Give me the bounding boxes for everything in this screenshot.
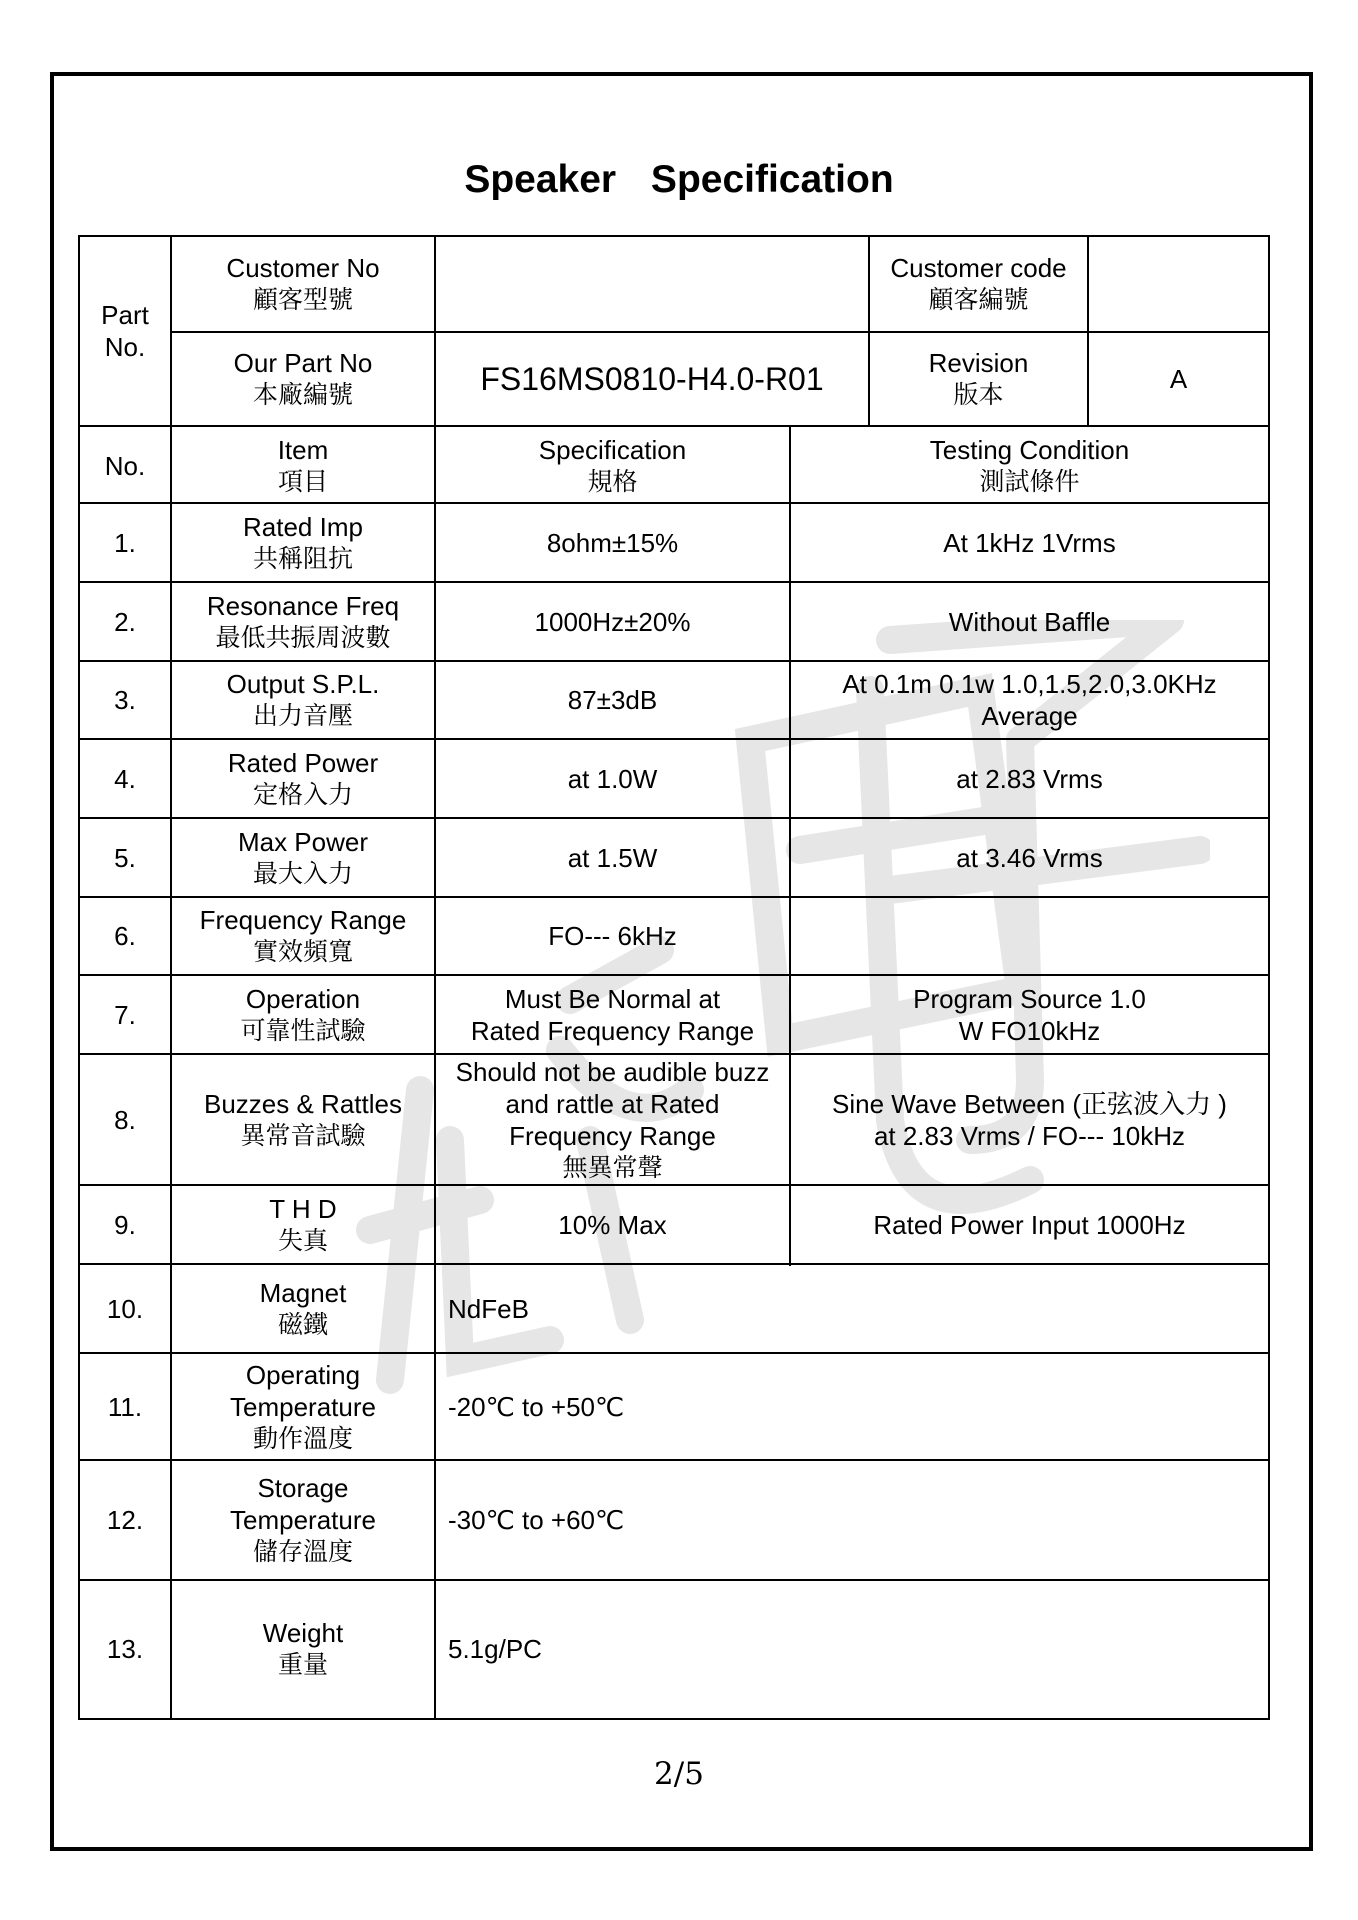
cell-line: Program Source 1.0 — [913, 983, 1146, 1014]
cell-line: 重量 — [277, 1649, 328, 1679]
testing-condition-cell — [791, 1055, 1268, 1184]
specification-cell — [436, 504, 789, 581]
row-number: 5. — [114, 842, 136, 873]
cell-line: Operating — [245, 1359, 361, 1390]
row-number: 3. — [114, 685, 136, 715]
specification-cell — [436, 976, 789, 1053]
cell-line: Storage — [257, 1473, 349, 1503]
cell-line: at 1.0W — [567, 763, 658, 794]
part-no-label: Part No. — [101, 300, 149, 362]
item-cell — [172, 819, 434, 896]
item-cell — [172, 504, 434, 581]
value-cell: -20℃ to +50℃ — [448, 1391, 625, 1422]
customer-code-value — [1089, 237, 1268, 331]
document-title: Speaker Specification — [464, 158, 894, 201]
testing-condition-cell — [791, 662, 1268, 738]
cell-line: Average — [981, 701, 1078, 731]
row-number: 2. — [114, 606, 136, 637]
item-cell — [172, 1581, 434, 1716]
revision-label: Revision 版本 — [928, 348, 1029, 409]
cell-line: FO--- 6kHz — [548, 921, 677, 951]
cell-line: 10% Max — [558, 1209, 667, 1240]
cell-line: 共稱阻抗 — [252, 543, 353, 573]
cell-line: Buzzes & Rattles — [204, 1088, 402, 1119]
specification-cell — [436, 898, 789, 974]
cell-line: 失真 — [277, 1225, 328, 1255]
cell-line: 實效頻寬 — [252, 937, 353, 966]
column-header-specification: Specification 規格 — [538, 434, 687, 496]
cell-line: 8ohm±15% — [546, 527, 679, 558]
cell-line: 87±3dB — [567, 685, 658, 715]
item-cell — [172, 1461, 434, 1579]
cell-line: 1000Hz±20% — [534, 606, 691, 637]
item-cell — [172, 1265, 434, 1352]
cell-line: Rated Imp — [243, 511, 363, 542]
value-cell: -30℃ to +60℃ — [448, 1505, 625, 1535]
cell-line: 定格入力 — [252, 779, 353, 809]
specification-cell — [436, 819, 789, 896]
testing-condition-cell — [791, 1186, 1268, 1263]
item-cell — [172, 1055, 434, 1184]
cell-line: At 1kHz 1Vrms — [943, 527, 1116, 558]
cell-line: Output S.P.L. — [226, 669, 380, 699]
row-number: 9. — [114, 1209, 136, 1240]
cell-line: 動作溫度 — [252, 1423, 353, 1453]
row-number: 6. — [114, 921, 136, 951]
page-number: 2/5 — [654, 1756, 704, 1792]
cell-line: Weight — [262, 1617, 344, 1648]
testing-condition-cell — [791, 583, 1268, 660]
cell-line: 無異常聲 — [562, 1152, 663, 1182]
row-number: 11. — [107, 1391, 143, 1422]
row-number: 4. — [114, 763, 136, 794]
cell-line: Rated Frequency Range — [470, 1015, 755, 1046]
testing-condition-cell — [791, 740, 1268, 817]
cell-line: 磁鐵 — [277, 1309, 328, 1339]
cell-line: Temperature — [230, 1391, 376, 1422]
specification-cell — [436, 1055, 789, 1184]
value-cell: 5.1g/PC — [448, 1633, 542, 1664]
table-border-bottom — [78, 1718, 1270, 1720]
cell-line: at 3.46 Vrms — [956, 842, 1103, 873]
cell-line: Magnet — [259, 1277, 347, 1308]
specification-cell — [436, 1186, 789, 1263]
item-cell — [172, 898, 434, 974]
specification-cell — [436, 662, 789, 738]
cell-line: Should not be audible buzz — [455, 1056, 770, 1087]
testing-condition-cell — [791, 976, 1268, 1053]
cell-line: Must Be Normal at — [504, 983, 721, 1014]
cell-line: 儲存溫度 — [252, 1537, 353, 1566]
value-cell: NdFeB — [448, 1293, 529, 1324]
specification-cell — [436, 583, 789, 660]
testing-condition-cell — [791, 898, 1268, 974]
item-cell — [172, 1186, 434, 1263]
cell-line: Temperature — [230, 1505, 376, 1535]
item-cell — [172, 583, 434, 660]
cell-line: and rattle at Rated — [505, 1088, 720, 1119]
row-number: 13. — [106, 1633, 144, 1664]
revision-value: A — [1169, 364, 1188, 394]
cell-line: Sine Wave Between (正弦波入力 ) — [832, 1088, 1227, 1119]
our-part-no-value: FS16MS0810-H4.0-R01 — [480, 361, 824, 397]
column-header-item: Item 項目 — [277, 434, 329, 496]
cell-line: T H D — [269, 1193, 337, 1224]
cell-line: at 1.5W — [567, 842, 658, 873]
item-cell — [172, 1354, 434, 1459]
testing-condition-cell — [791, 504, 1268, 581]
row-number: 8. — [114, 1104, 136, 1135]
table-border-right — [1268, 235, 1270, 1720]
row-number: 10. — [106, 1293, 144, 1324]
cell-line: at 2.83 Vrms — [956, 763, 1103, 794]
cell-line: Frequency Range — [509, 1120, 716, 1151]
cell-line: Frequency Range — [199, 905, 407, 935]
customer-code-label: Customer code 顧客編號 — [890, 253, 1067, 314]
item-cell — [172, 662, 434, 738]
cell-line: at 2.83 Vrms / FO--- 10kHz — [873, 1120, 1186, 1151]
cell-line: Resonance Freq — [206, 590, 400, 621]
cell-line: At 0.1m 0.1w 1.0,1.5,2.0,3.0KHz — [842, 669, 1217, 699]
item-cell — [172, 976, 434, 1053]
cell-line: 最大入力 — [252, 858, 353, 888]
cell-line: Operation — [245, 983, 361, 1014]
row-number: 12. — [106, 1505, 144, 1535]
cell-line: W FO10kHz — [958, 1015, 1101, 1046]
item-cell — [172, 740, 434, 817]
cell-line: Rated Power Input 1000Hz — [873, 1209, 1186, 1240]
row-number: 1. — [114, 527, 136, 558]
cell-line: 異常音試驗 — [240, 1120, 366, 1150]
cell-line: Max Power — [237, 826, 369, 857]
specification-cell — [436, 740, 789, 817]
cell-line: Without Baffle — [948, 606, 1111, 637]
cell-line: Rated Power — [227, 747, 379, 778]
cell-line: 可靠性試驗 — [240, 1015, 366, 1045]
cell-line: 最低共振周波數 — [215, 622, 391, 652]
testing-condition-cell — [791, 819, 1268, 896]
customer-no-label: Customer No 顧客型號 — [226, 253, 380, 314]
cell-line: 出力音壓 — [252, 701, 353, 730]
column-header-testing-condition: Testing Condition 測試條件 — [929, 434, 1130, 496]
column-header-no: No. — [104, 450, 146, 481]
row-number: 7. — [114, 999, 136, 1030]
customer-no-value — [436, 237, 868, 331]
our-part-no-label: Our Part No 本廠編號 — [233, 348, 373, 409]
